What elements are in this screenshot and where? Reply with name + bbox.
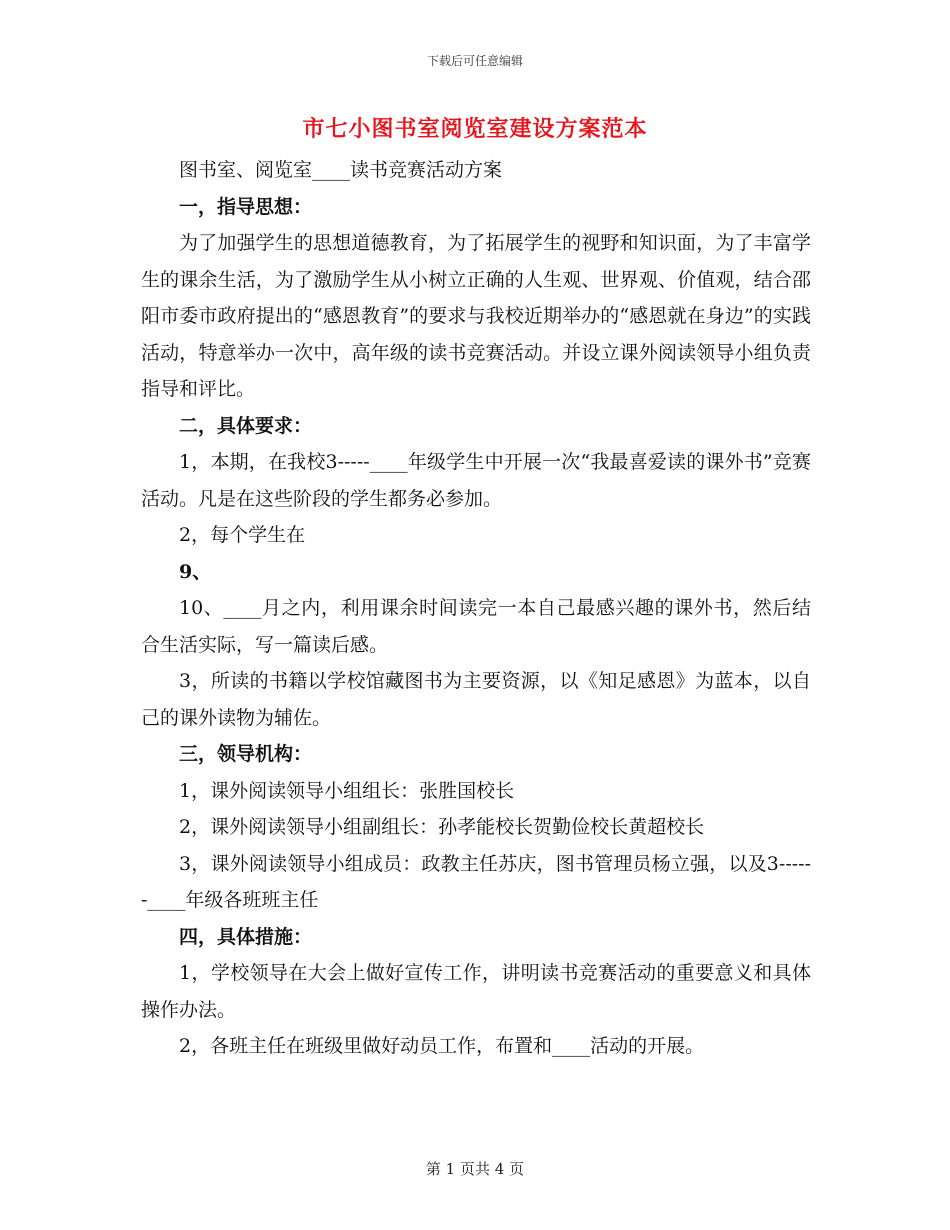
- section-heading: 9、: [179, 560, 212, 583]
- section-heading: 三，领导机构：: [179, 743, 313, 765]
- page-number: 第 1 页共 4 页: [425, 1160, 525, 1178]
- paragraph: 3，所读的书籍以学校馆藏图书为主要资源，以《知足感恩》为蓝本，以自己的课外读物为辅佐。: [141, 670, 811, 729]
- paragraph: 2，各班主任在班级里做好动员工作，布置和____活动的开展。: [179, 1035, 705, 1057]
- section-heading: 四，具体措施：: [179, 925, 313, 948]
- document-title: 市七小图书室阅览室建设方案范本: [302, 116, 648, 142]
- document-body: [141, 152, 811, 1065]
- paragraph: 为了加强学生的思想道德教育，为了拓展学生的视野和知识面，为了丰富学生的课余生活，为了激励学生从小树立正确的人生观、世界观、价值观，结合邵阳市委市政府提出的“感恩教育”的要求与我校近期举办的“感恩就在身边”的实践活动，特意举办一次中，高年级的读书竞赛活动。并设立课外阅读领导小组负责指导和评比。: [141, 232, 811, 400]
- paragraph: 2，课外阅读领导小组副组长：孙孝能校长贺勤俭校长黄超校长: [179, 816, 705, 838]
- section-heading: 一，指导思想：: [179, 195, 313, 218]
- paragraph: 1，本期，在我校3-----____年级学生中开展一次“我最喜爱读的课外书”竞赛活动。凡是在这些阶段的学生都务必参加。: [141, 451, 811, 510]
- paragraph: 图书室、阅览室____读书竞赛活动方案: [179, 159, 503, 181]
- paragraph: 1，课外阅读领导小组组长：张胜国校长: [179, 779, 515, 802]
- paragraph: 3，课外阅读领导小组成员：政教主任苏庆，图书管理员杨立强，以及3------____年级各班班主任: [141, 852, 811, 911]
- paragraph: 10、____月之内，利用课余时间读完一本自己最感兴趣的课外书，然后结合生活实际，写一篇读后感。: [141, 597, 811, 656]
- header-note: 下载后可任意编辑: [426, 54, 523, 68]
- paragraph: 2，每个学生在: [179, 524, 306, 546]
- section-heading: 二，具体要求：: [179, 414, 313, 437]
- paragraph: 1，学校领导在大会上做好宣传工作，讲明读书竞赛活动的重要意义和具体操作办法。: [141, 962, 811, 1021]
